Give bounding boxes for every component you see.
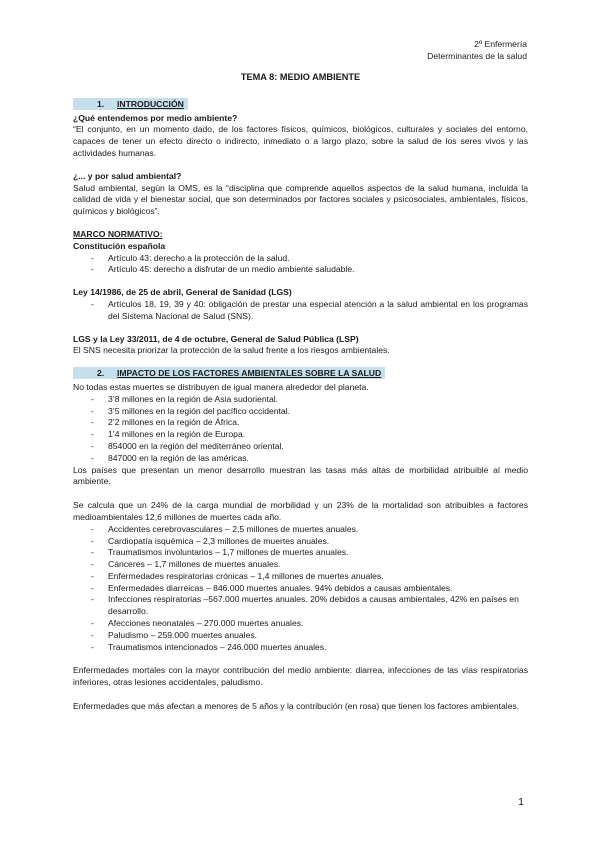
list-item: - 2’2 millones en la región de África. — [73, 417, 528, 429]
list-item: - Cardiopatía isquémica – 2,3 millones de muertes anuales. — [73, 536, 528, 548]
header-subject: Determinantes de la salud — [427, 51, 527, 61]
list-item: - 854000 en la región del mediterráneo oriental. — [73, 441, 528, 453]
lsp-heading: LGS y la Ley 33/2011, de 4 de octubre, General de Salud Pública (LSP) — [73, 333, 359, 344]
menores-text: Enfermedades que más afectan a menores de 5 años y la contribución (en rosa) que tienen los factores ambientales. — [73, 701, 520, 712]
constitucion-list — [73, 253, 528, 277]
list-item: - Cánceres – 1,7 millones de muertes anuales. — [73, 559, 528, 571]
paises-text: Los países que presentan un menor desarrollo muestran las tasas más altas de morbilidad atribuible al medio ambiente. — [73, 464, 528, 487]
list-item: - Enfermedades diarreicas – 846.000 muertes anuales. 94% debidos a causas ambientales. — [73, 583, 528, 595]
causes-list — [73, 524, 528, 654]
section-1-highlight — [73, 98, 188, 110]
list-item: - 3’5 millones en la región del pacífico occidental. — [73, 406, 528, 418]
lsp-text: El SNS necesita priorizar la protección de la salud frente a los riesgos ambientales. — [73, 345, 390, 356]
lgs-list — [73, 299, 528, 323]
section-2-number: 2. — [97, 368, 105, 379]
list-item: - 3’8 millones en la región de Asia sudoriental. — [73, 394, 528, 406]
section-2-heading — [73, 368, 528, 380]
list-item: - Artículo 43: derecho a la protección de la salud. — [73, 253, 528, 265]
section-1-title: INTRODUCCIÓN — [117, 98, 184, 109]
regions-list — [73, 394, 528, 465]
section-2-title: IMPACTO DE LOS FACTORES AMBIENTALES SOBRE LA SALUD — [117, 368, 382, 379]
lgs-heading: Ley 14/1986, de 25 de abril, General de Sanidad (LGS) — [73, 287, 292, 298]
list-item: - Enfermedades respiratorias crónicas – 1,4 millones de muertes anuales. — [73, 571, 528, 583]
list-item: - Traumatismos involuntarios – 1,7 millones de muertes anuales. — [73, 547, 528, 559]
section-1-heading — [73, 99, 528, 111]
list-item: - Afecciones neonatales – 270.000 muertes anuales. — [73, 618, 528, 630]
question-salud-ambiental: ¿... y por salud ambiental? — [73, 170, 182, 181]
section-2-highlight — [73, 367, 385, 379]
list-item: - 847000 en la región de las américas. — [73, 453, 528, 465]
question-medio-ambiente: ¿Qué entendemos por medio ambiente? — [73, 112, 238, 123]
carga-text: Se calcula que un 24% de la carga mundial de morbilidad y un 23% de la mortalidad son atribuibles a factores medioambientales 12,6 millones de muertes cada año. — [73, 500, 528, 522]
list-item: - Traumatismos intencionados – 246.000 muertes anuales. — [73, 642, 528, 654]
page-content — [73, 72, 528, 713]
page-header — [427, 38, 527, 62]
page-number: 1 — [518, 796, 524, 808]
list-item: - 1’4 millones en la región de Europa. — [73, 429, 528, 441]
list-item: - Infecciones respiratorias –567.000 muertes anuales. 20% debidos a causas ambientales, 42% en países en desarrollo. — [73, 594, 528, 618]
marco-normativo-heading: MARCO NORMATIVO: — [73, 228, 163, 239]
list-item: - Artículo 45: derecho a disfrutar de un medio ambiente saludable. — [73, 264, 528, 276]
definition-medio-ambiente: “El conjunto, en un momento dado, de los factores físicos, químicos, biológicos, culturales y sociales del entorno, capaces de tener un efecto directo o indirecto, inmediato o a largo plazo, sobre la salud de los seres vivos y las actividades humanas. — [73, 124, 528, 158]
document-title: TEMA 8: MEDIO AMBIENTE — [240, 72, 361, 82]
section-1-number: 1. — [97, 98, 105, 109]
section-2-intro: No todas estas muertes se distribuyen de igual manera alrededor del planeta. — [73, 381, 369, 392]
list-item: - Accidentes cerebrovasculares – 2,5 millones de muertes anuales. — [73, 524, 528, 536]
list-item: - Artículos 18, 19, 39 y 40: obligación de prestar una especial atención a la salud ambiental en los programas del Sistema Nacional de Salud (SNS). — [73, 299, 528, 323]
constitucion-heading: Constitución española — [73, 240, 166, 251]
mortales-text: Enfermedades mortales con la mayor contribución del medio ambiente: diarrea, infecciones de las vías respiratorias inferiores, otras lesiones accidentales, paludismo. — [73, 665, 528, 688]
list-item: - Paludismo – 259.000 muertes anuales. — [73, 630, 528, 642]
header-course: 2º Enfermería — [474, 39, 527, 49]
definition-salud-ambiental: Salud ambiental, según la OMS, es la “disciplina que comprende aquellos aspectos de la salud humana, incluida la calidad de vida y el bienestar social, que son determinados por factores sociales y psicosociales, ambientales, físicos, químicos y biológicos”. — [73, 182, 528, 217]
